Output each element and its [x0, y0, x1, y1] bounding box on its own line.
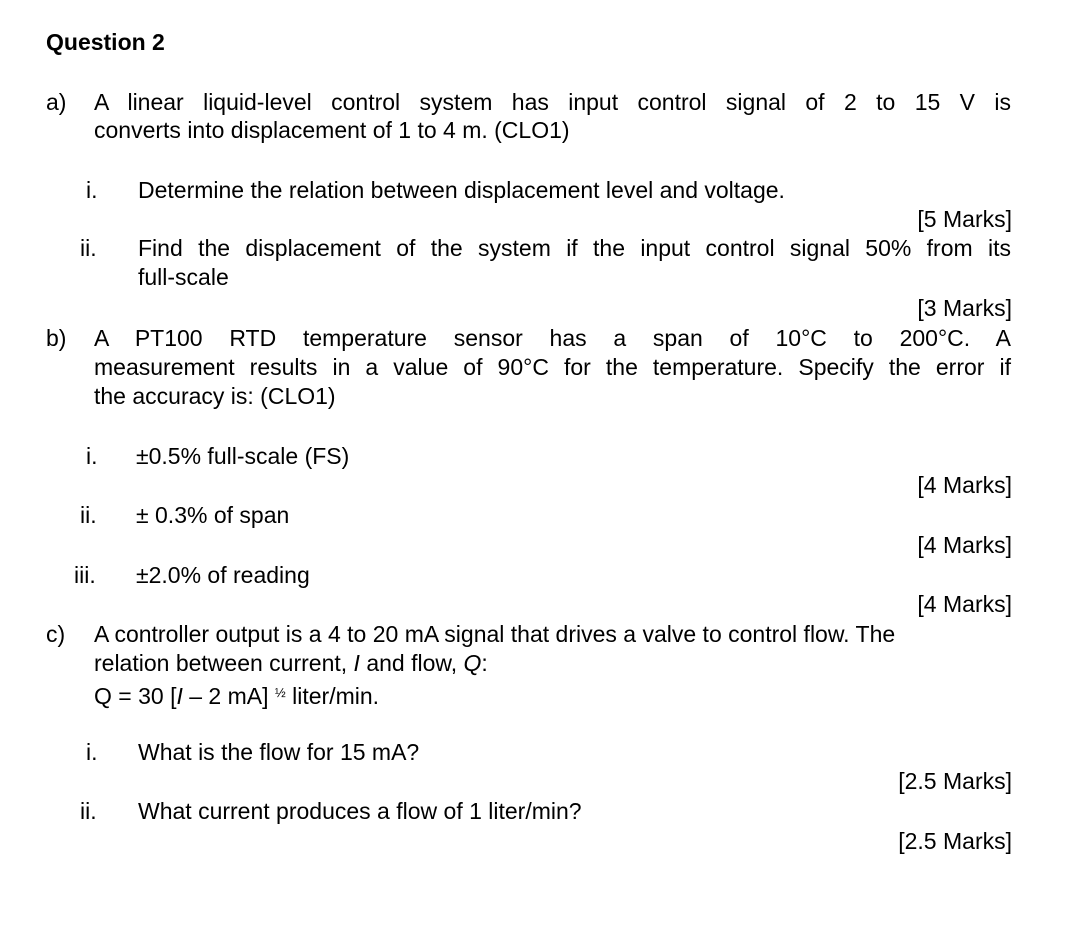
part-b-item-2-text: ± 0.3% of span: [136, 502, 290, 528]
part-a-item-1-text: Determine the relation between displacement level and voltage.: [138, 177, 785, 203]
part-b-item-3-number: iii.: [74, 562, 96, 588]
part-a-label: a): [46, 89, 67, 115]
part-a-line-1: A linear liquid-level control system has input control signal of 2 to 15 V is: [94, 89, 1011, 115]
part-b-item-3-text: ±2.0% of reading: [136, 562, 310, 588]
part-a-item-2-line-1: Find the displacement of the system if the input control signal 50% from its: [138, 235, 1011, 261]
part-c-item-1-number: i.: [86, 739, 98, 765]
part-b-line-1: A PT100 RTD temperature sensor has a span of 10°C to 200°C. A: [94, 325, 1011, 351]
part-a-item-2-marks: [3 Marks]: [917, 295, 1012, 321]
part-b-item-2-marks: [4 Marks]: [917, 532, 1012, 558]
part-b-line-3: the accuracy is: (CLO1): [94, 383, 336, 409]
part-c-item-2-number: ii.: [80, 798, 97, 824]
part-a-item-2-number: ii.: [80, 235, 97, 261]
part-a-item-1-number: i.: [86, 177, 98, 203]
flow-equation: Q = 30 [I – 2 mA] $^{\frac{1}{2}}$ liter/min.: [94, 683, 380, 709]
part-a-item-1-marks: [5 Marks]: [917, 206, 1012, 232]
part-b-item-1-text: ±0.5% full-scale (FS): [136, 443, 350, 469]
part-c-item-1-marks: [2.5 Marks]: [898, 768, 1012, 794]
part-b-label: b): [46, 325, 67, 351]
question-title: Question 2: [46, 29, 165, 55]
part-c-line-2: relation between current, I and flow, Q:: [94, 650, 488, 676]
part-b-item-1-marks: [4 Marks]: [917, 472, 1012, 498]
part-c-line-1: A controller output is a 4 to 20 mA signal that drives a valve to control flow. The: [94, 621, 896, 647]
part-c-item-2-text: What current produces a flow of 1 liter/min?: [138, 798, 582, 824]
part-b-item-3-marks: [4 Marks]: [917, 591, 1012, 617]
part-b-item-2-number: ii.: [80, 502, 97, 528]
part-c-item-2-marks: [2.5 Marks]: [898, 828, 1012, 854]
part-a-item-2-line-2: full-scale: [138, 264, 229, 290]
part-b-item-1-number: i.: [86, 443, 98, 469]
part-c-label: c): [46, 621, 66, 647]
part-b-line-2: measurement results in a value of 90°C for the temperature. Specify the error if: [94, 354, 1011, 380]
part-c-item-1-text: What is the flow for 15 mA?: [138, 739, 420, 765]
part-a-line-2: converts into displacement of 1 to 4 m. (CLO1): [94, 117, 570, 143]
